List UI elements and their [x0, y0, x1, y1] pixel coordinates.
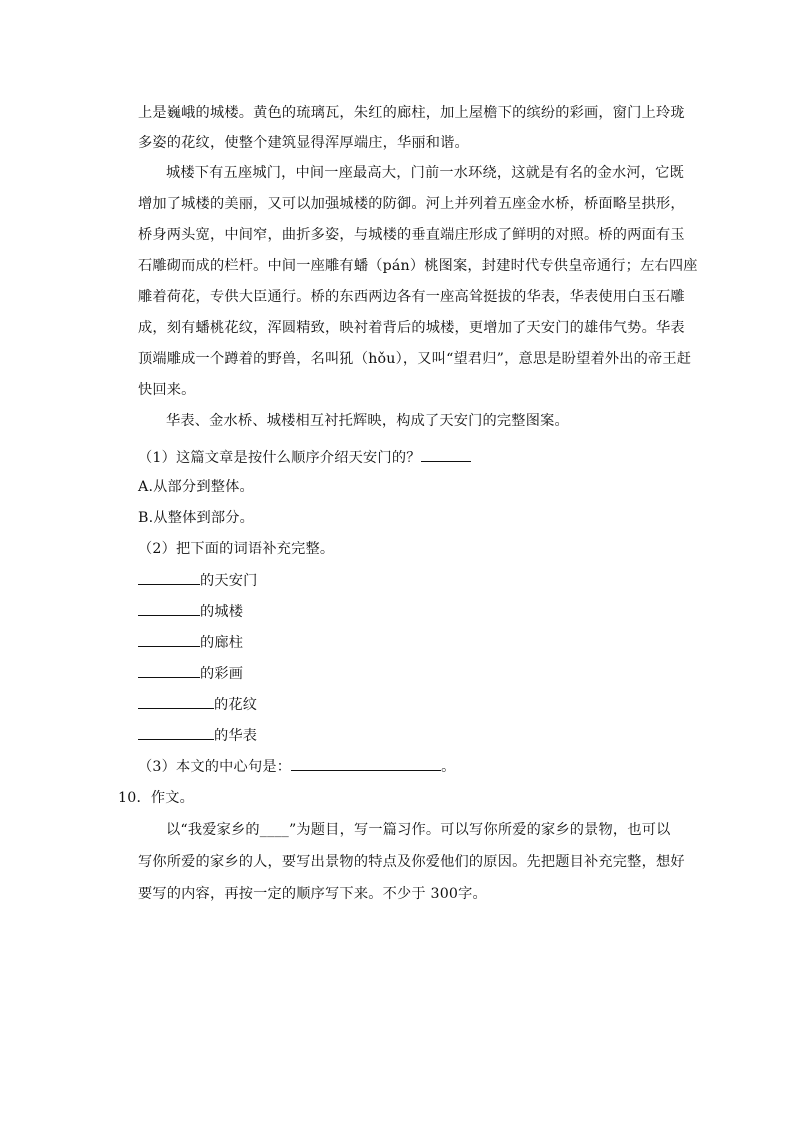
- passage-p3: 华表、金水桥、城楼相互衬托辉映，构成了天安门的完整图案。: [166, 413, 569, 429]
- passage-p2-line-7: 顶端雕成一个蹲着的野兽，名叫犼（hǒu），又叫“望君归”，意思是盼望着外出的帝王赶: [138, 351, 692, 367]
- answer-blank-q3[interactable]: [291, 756, 441, 771]
- fill-item-1: [138, 570, 258, 591]
- option-b: B.从整体到部分。: [138, 510, 255, 526]
- question-10-line-2: 写你所爱的家乡的人，要写出景物的特点及你爱他们的原因。先把题目补充完整，想好: [138, 854, 685, 870]
- fill-blank-2[interactable]: [138, 601, 200, 616]
- question-3-text: （3）本文的中心句是：: [138, 759, 292, 775]
- fill-item-1-text: 的天安门: [200, 573, 258, 589]
- fill-blank-5[interactable]: [138, 694, 214, 709]
- fill-item-4-text: 的彩画: [200, 666, 244, 682]
- question-10-title: 10．作文。: [118, 790, 195, 806]
- question-10-line-3: 要写的内容，再按一定的顺序写下来。不少于 300字。: [138, 886, 487, 902]
- fill-item-5: [138, 694, 257, 715]
- passage-p2-line-6: 成，刻有蟠桃花纹，浑圆精致，映衬着背后的城楼，更增加了天安门的雄伟气势。华表: [138, 320, 685, 336]
- answer-blank-q1[interactable]: [421, 447, 471, 462]
- passage-p1-line-2: 多姿的花纹，使整个建筑显得浑厚端庄，华丽和谐。: [138, 135, 469, 151]
- fill-blank-3[interactable]: [138, 632, 200, 647]
- fill-blank-1[interactable]: [138, 570, 200, 585]
- passage-p2-line-5: 雕着荷花，专供大臣通行。桥的东西两边各有一座高耸挺拔的华表，华表使用白玉石雕: [138, 289, 685, 305]
- fill-item-2-text: 的城楼: [200, 604, 244, 620]
- fill-blank-4[interactable]: [138, 663, 200, 678]
- question-3-end: 。: [441, 759, 456, 775]
- question-2-text: （2）把下面的词语补充完整。: [138, 541, 335, 557]
- fill-item-3-text: 的廊柱: [200, 635, 244, 651]
- question-10-line-1: 以“我爱家乡的____”为题目，写一篇习作。可以写你所爱的家乡的景物，也可以: [166, 822, 671, 838]
- fill-item-2: [138, 601, 243, 622]
- option-a: A.从部分到整体。: [138, 479, 254, 495]
- passage-p2-line-2: 增加了城楼的美丽，又可以加强城楼的防御。河上并列着五座金水桥，桥面略呈拱形，: [138, 196, 685, 212]
- fill-item-3: [138, 632, 243, 653]
- passage-p2-line-1: 城楼下有五座城门，中间一座最高大，门前一水环绕，这就是有名的金水河，它既: [166, 165, 684, 181]
- fill-item-6: [138, 725, 257, 746]
- question-3: [138, 756, 456, 777]
- fill-item-5-text: 的花纹: [214, 697, 258, 713]
- fill-item-6-text: 的华表: [214, 728, 258, 744]
- passage-p2-line-4: 石雕砌而成的栏杆。中间一座雕有蟠（pán）桃图案，封建时代专供皇帝通行；左右四座: [138, 258, 698, 274]
- question-1-text: （1）这篇文章是按什么顺序介绍天安门的？: [138, 450, 421, 466]
- passage-p2-line-8: 快回来。: [138, 382, 196, 398]
- question-1: [138, 447, 471, 468]
- fill-item-4: [138, 663, 243, 684]
- passage-p1-line-1: 上是巍峨的城楼。黄色的琉璃瓦，朱红的廊柱，加上屋檐下的缤纷的彩画，窗门上玲珑: [138, 105, 685, 121]
- passage-p2-line-3: 桥身两头宽，中间窄，曲折多姿，与城楼的垂直端庄形成了鲜明的对照。桥的两面有玉: [138, 227, 685, 243]
- fill-blank-6[interactable]: [138, 725, 214, 740]
